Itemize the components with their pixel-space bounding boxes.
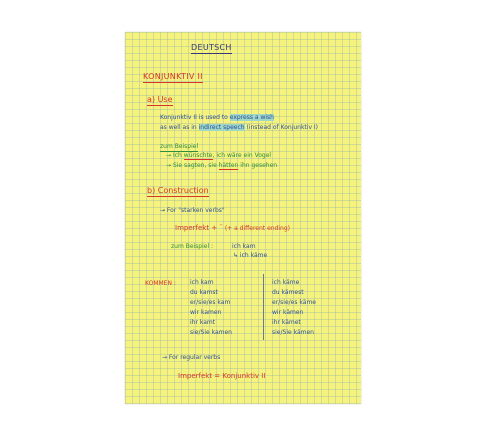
- conjugation-left-cell: sie/Sie kamen: [190, 329, 232, 336]
- example-label-b: zum Beispiel :: [171, 243, 214, 250]
- usage-line-2: [160, 125, 318, 131]
- usage-line-1-text: Konjunktiv II is used to: [160, 114, 230, 121]
- example-b-line-1: ich kam: [232, 243, 256, 250]
- example-2-start: Sie sagten, sie: [172, 162, 219, 169]
- formula-paren: (+ a different ending): [222, 225, 290, 232]
- example-label-a: zum Beispiel: [160, 143, 199, 150]
- arrow-icon: →: [166, 162, 173, 169]
- conjugation-right-cell: sie/Sie kämen: [272, 329, 314, 336]
- conjugation-left-cell: du kamst: [190, 289, 218, 296]
- conjugation-right-cell: ihr kämet: [272, 319, 301, 326]
- regular-verbs-note: → For regular verbs: [162, 354, 221, 361]
- conjugation-left-cell: ihr kamt: [190, 319, 216, 326]
- topic-heading: KONJUNKTIV II: [143, 72, 203, 81]
- conjugation-right-cell: du kämest: [272, 289, 304, 296]
- column-divider: [263, 274, 264, 340]
- example-1-start: Ich: [172, 152, 184, 159]
- conjugation-left-cell: wir kamen: [190, 309, 222, 316]
- example-2-end: ihn gesehen: [238, 162, 278, 169]
- conjugation-right-cell: ich käme: [272, 279, 300, 286]
- page-title: DEUTSCH: [191, 43, 232, 52]
- conjugation-right-cell: er/sie/es käme: [272, 299, 316, 306]
- kommen-label: KOMMEN :: [145, 280, 176, 287]
- conjugation-left-cell: ich kam: [190, 279, 214, 286]
- highlight-express-wish: express a wish: [229, 114, 274, 121]
- usage-line-2-suffix: (instead of Konjunktiv I): [244, 124, 319, 131]
- strong-verbs-formula: [175, 225, 290, 232]
- regular-verbs-formula: Imperfekt = Konjunktiv II: [178, 372, 266, 380]
- formula-main: Imperfekt + ¨: [175, 224, 223, 232]
- example-b-line-2: ↳ ich käme: [233, 252, 268, 259]
- conjugation-left-cell: er/sie/es kam: [190, 299, 231, 306]
- example-1: [166, 153, 271, 159]
- example-2-verb: hätten: [218, 162, 239, 169]
- highlight-indirect-speech: indirect speech: [198, 124, 245, 131]
- usage-line-1: [160, 115, 274, 121]
- arrow-icon: →: [166, 152, 173, 159]
- example-1-end: , ich wäre ein Vogel: [212, 152, 272, 159]
- conjugation-right-cell: wir kämen: [272, 309, 304, 316]
- strong-verbs-note: → For "starken verbs": [160, 207, 225, 214]
- section-b-heading: b) Construction: [147, 186, 209, 195]
- usage-line-2-text: as well as in: [160, 124, 199, 131]
- example-1-verb: wünschte: [183, 152, 213, 159]
- example-2: [166, 163, 277, 169]
- section-a-heading: a) Use: [147, 95, 173, 104]
- notebook-page: [125, 32, 361, 404]
